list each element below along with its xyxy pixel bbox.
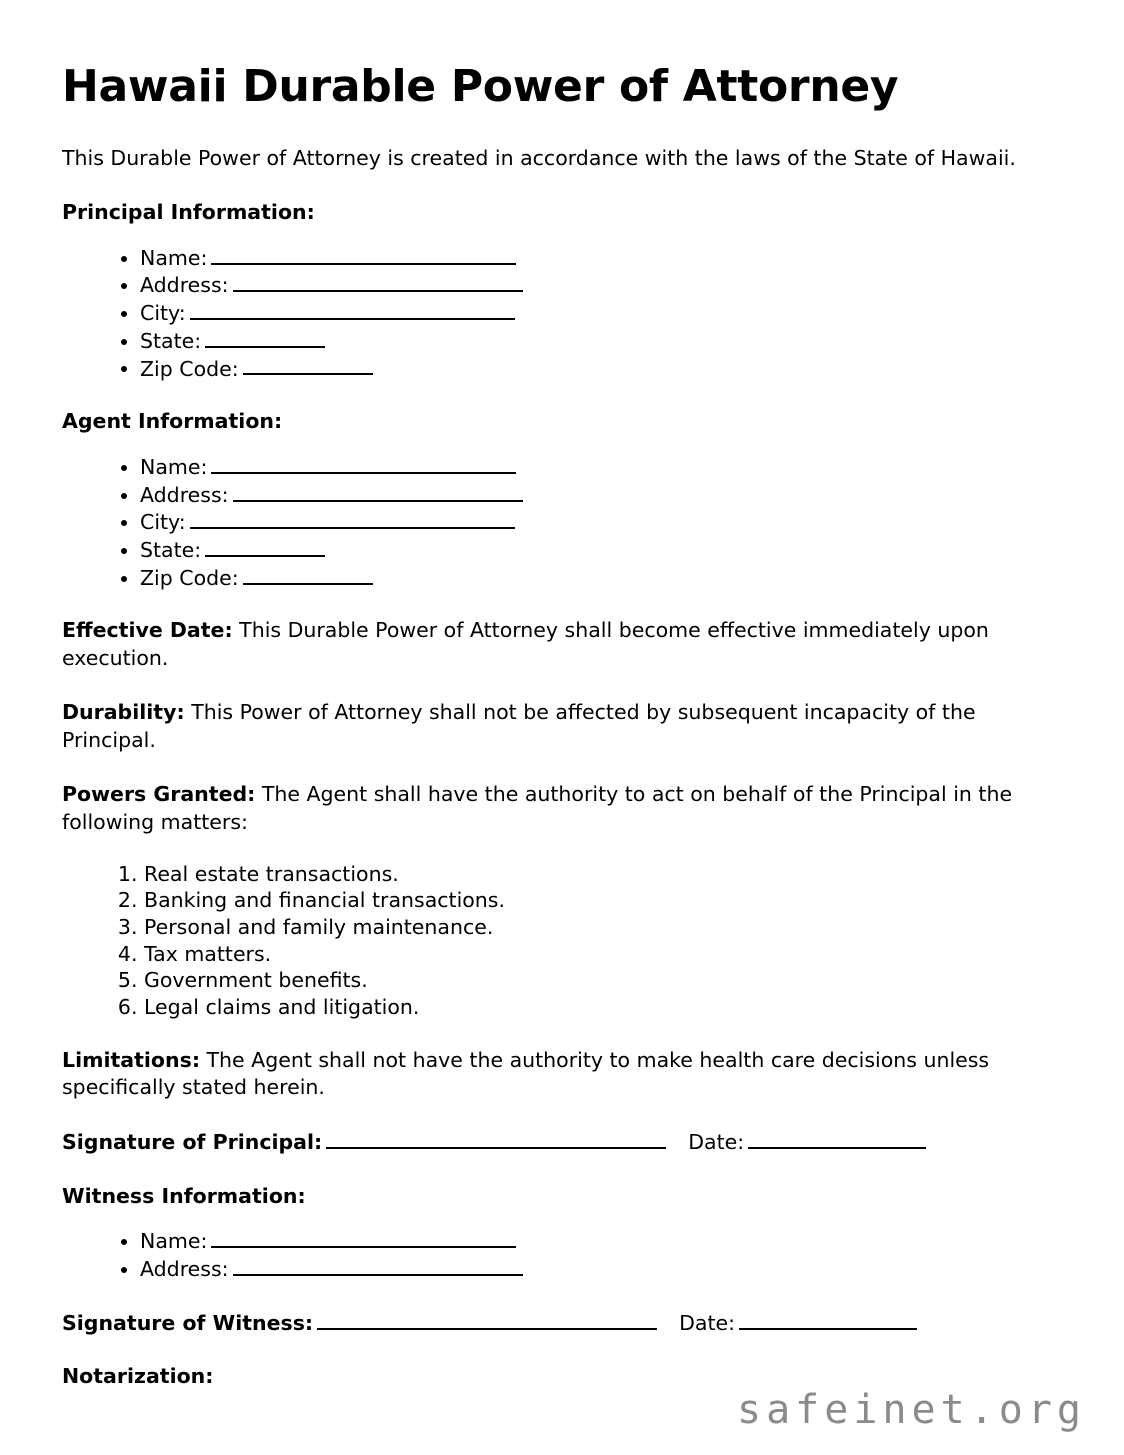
witness-date-label: Date: (679, 1310, 736, 1335)
list-item (140, 244, 1064, 272)
effective-date-label: Effective Date: (62, 618, 233, 643)
limitations-text: The Agent shall not have the authority to make health care decisions unless specifically stated herein. (62, 1047, 990, 1100)
principal-address-blank[interactable] (233, 271, 523, 292)
field-label-name: Name: (140, 245, 208, 270)
list-item: 3. Personal and family maintenance. (144, 914, 1064, 941)
effective-date-paragraph (62, 617, 1062, 673)
list-item (140, 564, 1064, 592)
signature-of-principal-row (62, 1128, 1064, 1157)
limitations-label: Limitations: (62, 1047, 201, 1072)
list-item (140, 481, 1064, 509)
list-item: 6. Legal claims and litigation. (144, 994, 1064, 1021)
witness-information-heading: Witness Information: (62, 1183, 306, 1208)
field-label-address: Address: (140, 273, 229, 298)
field-label-city: City: (140, 301, 186, 326)
field-label-address: Address: (140, 482, 229, 507)
principal-date-label: Date: (688, 1130, 745, 1155)
durability-text: This Power of Attorney shall not be affected by subsequent incapacity of the Principal. (62, 700, 976, 753)
list-item (140, 453, 1064, 481)
list-item (140, 536, 1064, 564)
list-item: 1. Real estate transactions. (144, 861, 1064, 888)
list-item (140, 508, 1064, 536)
field-label-zip: Zip Code: (140, 565, 239, 590)
durability-label: Durability: (62, 700, 185, 725)
field-label-name: Name: (140, 1229, 208, 1254)
witness-date-blank[interactable] (739, 1309, 917, 1330)
list-item: 4. Tax matters. (144, 941, 1064, 968)
agent-information-heading: Agent Information: (62, 409, 283, 434)
list-item (140, 299, 1064, 327)
principal-field-list (62, 244, 1064, 383)
witness-name-blank[interactable] (211, 1227, 516, 1248)
list-item (140, 271, 1064, 299)
limitations-paragraph (62, 1047, 1062, 1103)
powers-granted-paragraph (62, 781, 1062, 837)
powers-granted-label: Powers Granted: (62, 781, 256, 806)
list-item (140, 1227, 1064, 1255)
field-label-name: Name: (140, 454, 208, 479)
field-label-state: State: (140, 328, 202, 353)
intro-paragraph: This Durable Power of Attorney is created in accordance with the laws of the State of Hawaii. (62, 146, 1016, 171)
agent-city-blank[interactable] (190, 508, 515, 529)
list-item (140, 327, 1064, 355)
agent-name-blank[interactable] (211, 453, 516, 474)
notarization-heading: Notarization: (62, 1364, 214, 1389)
signature-of-principal-label: Signature of Principal: (62, 1130, 323, 1155)
agent-field-list (62, 453, 1064, 592)
principal-state-blank[interactable] (205, 327, 325, 348)
principal-date-blank[interactable] (748, 1128, 926, 1149)
list-item: 5. Government benefits. (144, 967, 1064, 994)
principal-city-blank[interactable] (190, 299, 515, 320)
principal-signature-blank[interactable] (326, 1128, 666, 1149)
effective-date-text: This Durable Power of Attorney shall become effective immediately upon execution. (62, 618, 989, 671)
field-label-city: City: (140, 510, 186, 535)
powers-granted-text: The Agent shall have the authority to act on behalf of the Principal in the following matters: (62, 781, 1013, 834)
powers-granted-list (62, 861, 1064, 1021)
signature-of-witness-row (62, 1309, 1064, 1338)
witness-address-blank[interactable] (233, 1255, 523, 1276)
durability-paragraph (62, 699, 1062, 755)
list-item (140, 1255, 1064, 1283)
signature-of-witness-label: Signature of Witness: (62, 1310, 314, 1335)
list-item (140, 355, 1064, 383)
agent-state-blank[interactable] (205, 536, 325, 557)
field-label-zip: Zip Code: (140, 356, 239, 381)
field-label-address: Address: (140, 1257, 229, 1282)
watermark: safeinet.org (737, 1387, 1086, 1433)
page-title: Hawaii Durable Power of Attorney (62, 61, 899, 112)
principal-name-blank[interactable] (211, 244, 516, 265)
witness-field-list (62, 1227, 1064, 1282)
witness-signature-blank[interactable] (317, 1309, 657, 1330)
agent-address-blank[interactable] (233, 481, 523, 502)
agent-zip-blank[interactable] (243, 564, 373, 585)
field-label-state: State: (140, 537, 202, 562)
list-item: 2. Banking and financial transactions. (144, 887, 1064, 914)
principal-information-heading: Principal Information: (62, 200, 315, 225)
principal-zip-blank[interactable] (243, 355, 373, 376)
